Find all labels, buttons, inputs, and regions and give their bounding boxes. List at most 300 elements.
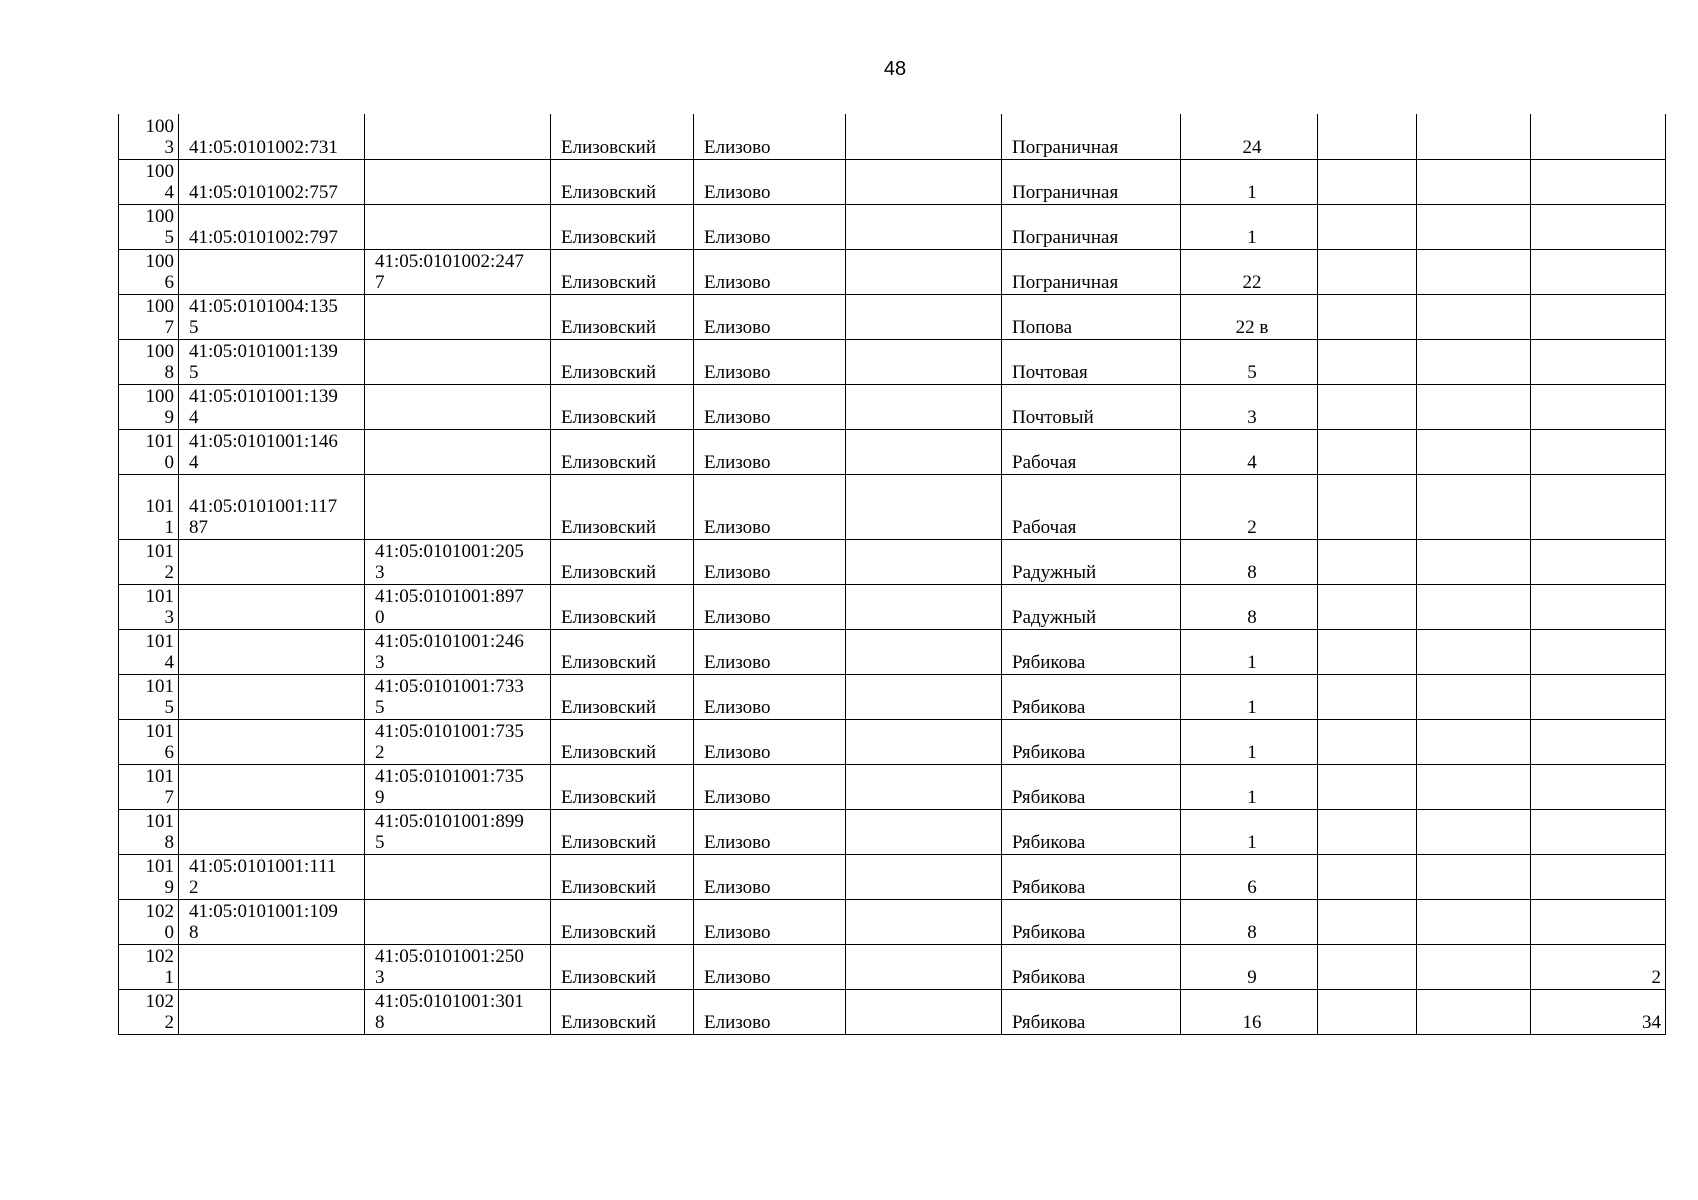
empty-cell [1417,294,1531,339]
row-number-line: 1 [164,966,174,988]
district-cell: Елизовский [551,854,694,899]
cadastral-number-2 [365,854,551,899]
row-number-line: 9 [164,876,174,898]
empty-cell [1318,429,1417,474]
cadastral-number [179,989,365,1034]
cadastral-number-2 [365,764,551,809]
district-cell: Елизовский [551,674,694,719]
registry-table [118,114,1666,1035]
cadastral-number-2-line: 41:05:0101001:897 [375,585,524,607]
empty-cell [846,204,1002,249]
empty-cell [846,384,1002,429]
row-number [119,114,179,159]
street-cell: Рябикова [1002,809,1181,854]
table-row [119,339,1666,384]
cadastral-number-2-line: 5 [375,831,385,853]
table-row [119,674,1666,719]
district-cell: Елизовский [551,159,694,204]
row-number-line: 1 [164,516,174,538]
cadastral-number [179,809,365,854]
table-row [119,429,1666,474]
cadastral-number [179,159,365,204]
cadastral-number-2 [365,474,551,539]
cadastral-number-line: 5 [189,361,199,383]
house-cell: 1 [1181,809,1318,854]
table-row [119,474,1666,539]
house-cell: 8 [1181,584,1318,629]
extra-cell [1531,294,1666,339]
empty-cell [846,159,1002,204]
cadastral-number-2 [365,584,551,629]
empty-cell [846,674,1002,719]
house-cell: 4 [1181,429,1318,474]
row-number-line: 3 [164,606,174,628]
row-number-line: 100 [145,340,174,362]
street-cell: Рябикова [1002,629,1181,674]
cadastral-number [179,204,365,249]
cadastral-number-2-line: 41:05:0101001:735 [375,765,524,787]
empty-cell [1318,764,1417,809]
cadastral-number-2-line: 41:05:0101001:733 [375,675,524,697]
cadastral-number-2 [365,629,551,674]
empty-cell [1417,719,1531,764]
city-cell: Елизово [694,474,846,539]
row-number [119,854,179,899]
row-number [119,989,179,1034]
row-number [119,629,179,674]
empty-cell [1417,764,1531,809]
city-cell: Елизово [694,719,846,764]
row-number-line: 100 [145,160,174,182]
cadastral-number [179,474,365,539]
cadastral-number-2 [365,899,551,944]
cadastral-number [179,899,365,944]
house-cell: 8 [1181,539,1318,584]
row-number-line: 4 [164,181,174,203]
row-number [119,204,179,249]
row-number-line: 9 [164,406,174,428]
district-cell: Елизовский [551,989,694,1034]
extra-cell: 34 [1531,989,1666,1034]
district-cell: Елизовский [551,629,694,674]
row-number-line: 101 [145,675,174,697]
city-cell: Елизово [694,249,846,294]
row-number-line: 8 [164,831,174,853]
extra-cell [1531,159,1666,204]
empty-cell [1417,114,1531,159]
table-row [119,809,1666,854]
extra-cell [1531,719,1666,764]
row-number-line: 2 [164,561,174,583]
street-cell: Рябикова [1002,854,1181,899]
street-cell: Почтовый [1002,384,1181,429]
empty-cell [1417,854,1531,899]
table-row [119,249,1666,294]
empty-cell [1417,474,1531,539]
row-number-line: 100 [145,295,174,317]
street-cell: Рябикова [1002,944,1181,989]
city-cell: Елизово [694,114,846,159]
empty-cell [1318,474,1417,539]
extra-cell [1531,584,1666,629]
cadastral-number [179,339,365,384]
cadastral-number-2 [365,384,551,429]
cadastral-number-line: 41:05:0101001:139 [189,340,338,362]
empty-cell [1417,584,1531,629]
table-body [119,114,1666,1034]
empty-cell [846,809,1002,854]
extra-cell [1531,114,1666,159]
empty-cell [1417,989,1531,1034]
cadastral-number [179,539,365,584]
street-cell: Пограничная [1002,114,1181,159]
empty-cell [1318,539,1417,584]
cadastral-number-2-line: 5 [375,696,385,718]
house-cell: 2 [1181,474,1318,539]
empty-cell [846,539,1002,584]
district-cell: Елизовский [551,339,694,384]
cadastral-number-line: 41:05:0101001:146 [189,430,338,452]
page-number: 48 [883,58,907,80]
street-cell: Рябикова [1002,764,1181,809]
row-number [119,539,179,584]
empty-cell [1318,854,1417,899]
cadastral-number [179,944,365,989]
row-number [119,384,179,429]
house-cell: 22 в [1181,294,1318,339]
row-number-line: 5 [164,226,174,248]
cadastral-number-2 [365,539,551,584]
table-row [119,764,1666,809]
empty-cell [1417,204,1531,249]
row-number-line: 6 [164,741,174,763]
city-cell: Елизово [694,809,846,854]
street-cell: Пограничная [1002,204,1181,249]
cadastral-number-line: 41:05:0101001:111 [189,855,337,877]
cadastral-number-2-line: 8 [375,1011,385,1033]
district-cell: Елизовский [551,294,694,339]
row-number-line: 8 [164,361,174,383]
house-cell: 9 [1181,944,1318,989]
cadastral-number-line: 8 [189,921,199,943]
row-number [119,899,179,944]
cadastral-number-line: 41:05:0101001:117 [189,495,338,517]
cadastral-number-2 [365,114,551,159]
empty-cell [1318,809,1417,854]
city-cell: Елизово [694,854,846,899]
street-cell: Радужный [1002,539,1181,584]
empty-cell [1417,339,1531,384]
empty-cell [1318,249,1417,294]
table-row [119,719,1666,764]
city-cell: Елизово [694,629,846,674]
row-number-line: 101 [145,810,174,832]
empty-cell [1318,384,1417,429]
district-cell: Елизовский [551,719,694,764]
table-row [119,294,1666,339]
cadastral-number-2 [365,719,551,764]
district-cell: Елизовский [551,429,694,474]
row-number [119,429,179,474]
empty-cell [846,899,1002,944]
district-cell: Елизовский [551,249,694,294]
district-cell: Елизовский [551,584,694,629]
row-number-line: 102 [145,990,174,1012]
row-number-line: 101 [145,430,174,452]
extra-cell [1531,384,1666,429]
cadastral-number-2-line: 41:05:0101001:205 [375,540,524,562]
extra-cell [1531,854,1666,899]
cadastral-number-line: 41:05:0101001:139 [189,385,338,407]
city-cell: Елизово [694,989,846,1034]
cadastral-number-2 [365,989,551,1034]
cadastral-number-2 [365,809,551,854]
row-number-line: 102 [145,945,174,967]
empty-cell [846,294,1002,339]
extra-cell [1531,429,1666,474]
empty-cell [1318,339,1417,384]
extra-cell [1531,204,1666,249]
empty-cell [1318,629,1417,674]
empty-cell [1417,944,1531,989]
cadastral-number [179,114,365,159]
empty-cell [846,629,1002,674]
row-number-line: 101 [145,585,174,607]
house-cell: 22 [1181,249,1318,294]
cadastral-number [179,429,365,474]
cadastral-number-2-line: 41:05:0101001:301 [375,990,524,1012]
row-number-line: 7 [164,786,174,808]
street-cell: Пограничная [1002,159,1181,204]
city-cell: Елизово [694,584,846,629]
row-number-line: 2 [164,1011,174,1033]
empty-cell [846,764,1002,809]
row-number-line: 4 [164,651,174,673]
empty-cell [846,474,1002,539]
row-number [119,809,179,854]
table-row [119,944,1666,989]
city-cell: Елизово [694,204,846,249]
city-cell: Елизово [694,429,846,474]
city-cell: Елизово [694,159,846,204]
cadastral-number-2-line: 3 [375,561,385,583]
cadastral-number [179,249,365,294]
table-row [119,584,1666,629]
house-cell: 5 [1181,339,1318,384]
house-cell: 1 [1181,159,1318,204]
empty-cell [1318,294,1417,339]
cadastral-number-2-line: 9 [375,786,385,808]
empty-cell [846,584,1002,629]
cadastral-number-line: 5 [189,316,199,338]
cadastral-number-line: 87 [189,516,208,538]
extra-cell [1531,899,1666,944]
empty-cell [1417,809,1531,854]
cadastral-number-2 [365,294,551,339]
row-number [119,474,179,539]
city-cell: Елизово [694,384,846,429]
row-number-line: 100 [145,385,174,407]
cadastral-number [179,674,365,719]
house-cell: 1 [1181,629,1318,674]
empty-cell [1318,114,1417,159]
street-cell: Рябикова [1002,674,1181,719]
row-number-line: 101 [145,720,174,742]
house-cell: 16 [1181,989,1318,1034]
cadastral-number-line: 41:05:0101002:797 [189,226,338,248]
house-cell: 1 [1181,674,1318,719]
empty-cell [1318,674,1417,719]
row-number [119,249,179,294]
cadastral-number-2-line: 3 [375,966,385,988]
cadastral-number [179,584,365,629]
row-number-line: 101 [145,495,174,517]
extra-cell [1531,809,1666,854]
city-cell: Елизово [694,674,846,719]
cadastral-number-2 [365,204,551,249]
empty-cell [1318,944,1417,989]
cadastral-number-line: 2 [189,876,199,898]
row-number-line: 101 [145,540,174,562]
cadastral-number-2-line: 41:05:0101001:899 [375,810,524,832]
extra-cell [1531,674,1666,719]
empty-cell [1318,204,1417,249]
empty-cell [1318,584,1417,629]
empty-cell [1318,719,1417,764]
house-cell: 1 [1181,764,1318,809]
street-cell: Почтовая [1002,339,1181,384]
street-cell: Рябикова [1002,899,1181,944]
empty-cell [1417,674,1531,719]
house-cell: 24 [1181,114,1318,159]
empty-cell [1417,539,1531,584]
table-row [119,539,1666,584]
table-row [119,114,1666,159]
row-number-line: 100 [145,115,174,137]
house-cell: 8 [1181,899,1318,944]
row-number-line: 101 [145,630,174,652]
cadastral-number-line: 41:05:0101004:135 [189,295,338,317]
empty-cell [1417,629,1531,674]
table-row [119,989,1666,1034]
district-cell: Елизовский [551,899,694,944]
cadastral-number-2-line: 41:05:0101001:250 [375,945,524,967]
row-number-line: 7 [164,316,174,338]
extra-cell: 2 [1531,944,1666,989]
cadastral-number [179,764,365,809]
cadastral-number-2-line: 41:05:0101001:246 [375,630,524,652]
cadastral-number-2-line: 0 [375,606,385,628]
row-number-line: 101 [145,765,174,787]
city-cell: Елизово [694,764,846,809]
cadastral-number-2-line: 7 [375,271,385,293]
street-cell: Рабочая [1002,474,1181,539]
district-cell: Елизовский [551,384,694,429]
empty-cell [846,114,1002,159]
cadastral-number-line: 41:05:0101001:109 [189,900,338,922]
table-row [119,629,1666,674]
street-cell: Рабочая [1002,429,1181,474]
empty-cell [846,854,1002,899]
extra-cell [1531,629,1666,674]
table-row [119,204,1666,249]
cadastral-number-2-line: 2 [375,741,385,763]
row-number [119,944,179,989]
row-number [119,674,179,719]
extra-cell [1531,249,1666,294]
empty-cell [846,249,1002,294]
cadastral-number-2 [365,249,551,294]
table-row [119,899,1666,944]
row-number-line: 101 [145,855,174,877]
cadastral-number-2-line: 41:05:0101002:247 [375,250,524,272]
empty-cell [1318,899,1417,944]
empty-cell [846,429,1002,474]
extra-cell [1531,339,1666,384]
extra-cell [1531,764,1666,809]
empty-cell [1417,159,1531,204]
row-number-line: 0 [164,921,174,943]
row-number [119,339,179,384]
street-cell: Попова [1002,294,1181,339]
district-cell: Елизовский [551,809,694,854]
empty-cell [846,989,1002,1034]
empty-cell [1417,249,1531,294]
row-number [119,294,179,339]
cadastral-number-line: 4 [189,406,199,428]
empty-cell [846,944,1002,989]
empty-cell [1417,429,1531,474]
cadastral-number-2-line: 3 [375,651,385,673]
row-number-line: 6 [164,271,174,293]
city-cell: Елизово [694,539,846,584]
district-cell: Елизовский [551,474,694,539]
city-cell: Елизово [694,944,846,989]
district-cell: Елизовский [551,204,694,249]
row-number [119,764,179,809]
row-number-line: 5 [164,696,174,718]
cadastral-number [179,384,365,429]
row-number-line: 3 [164,136,174,158]
row-number-line: 100 [145,205,174,227]
street-cell: Радужный [1002,584,1181,629]
cadastral-number [179,294,365,339]
district-cell: Елизовский [551,944,694,989]
cadastral-number-2 [365,159,551,204]
cadastral-number-2-line: 41:05:0101001:735 [375,720,524,742]
house-cell: 6 [1181,854,1318,899]
table-row [119,384,1666,429]
row-number-line: 100 [145,250,174,272]
extra-cell [1531,539,1666,584]
row-number-line: 102 [145,900,174,922]
house-cell: 3 [1181,384,1318,429]
city-cell: Елизово [694,339,846,384]
empty-cell [1417,384,1531,429]
empty-cell [846,339,1002,384]
city-cell: Елизово [694,294,846,339]
empty-cell [1417,899,1531,944]
empty-cell [1318,159,1417,204]
street-cell: Рябикова [1002,719,1181,764]
cadastral-number [179,854,365,899]
row-number [119,584,179,629]
row-number [119,159,179,204]
cadastral-number-2 [365,339,551,384]
cadastral-number-line: 4 [189,451,199,473]
street-cell: Пограничная [1002,249,1181,294]
district-cell: Елизовский [551,539,694,584]
